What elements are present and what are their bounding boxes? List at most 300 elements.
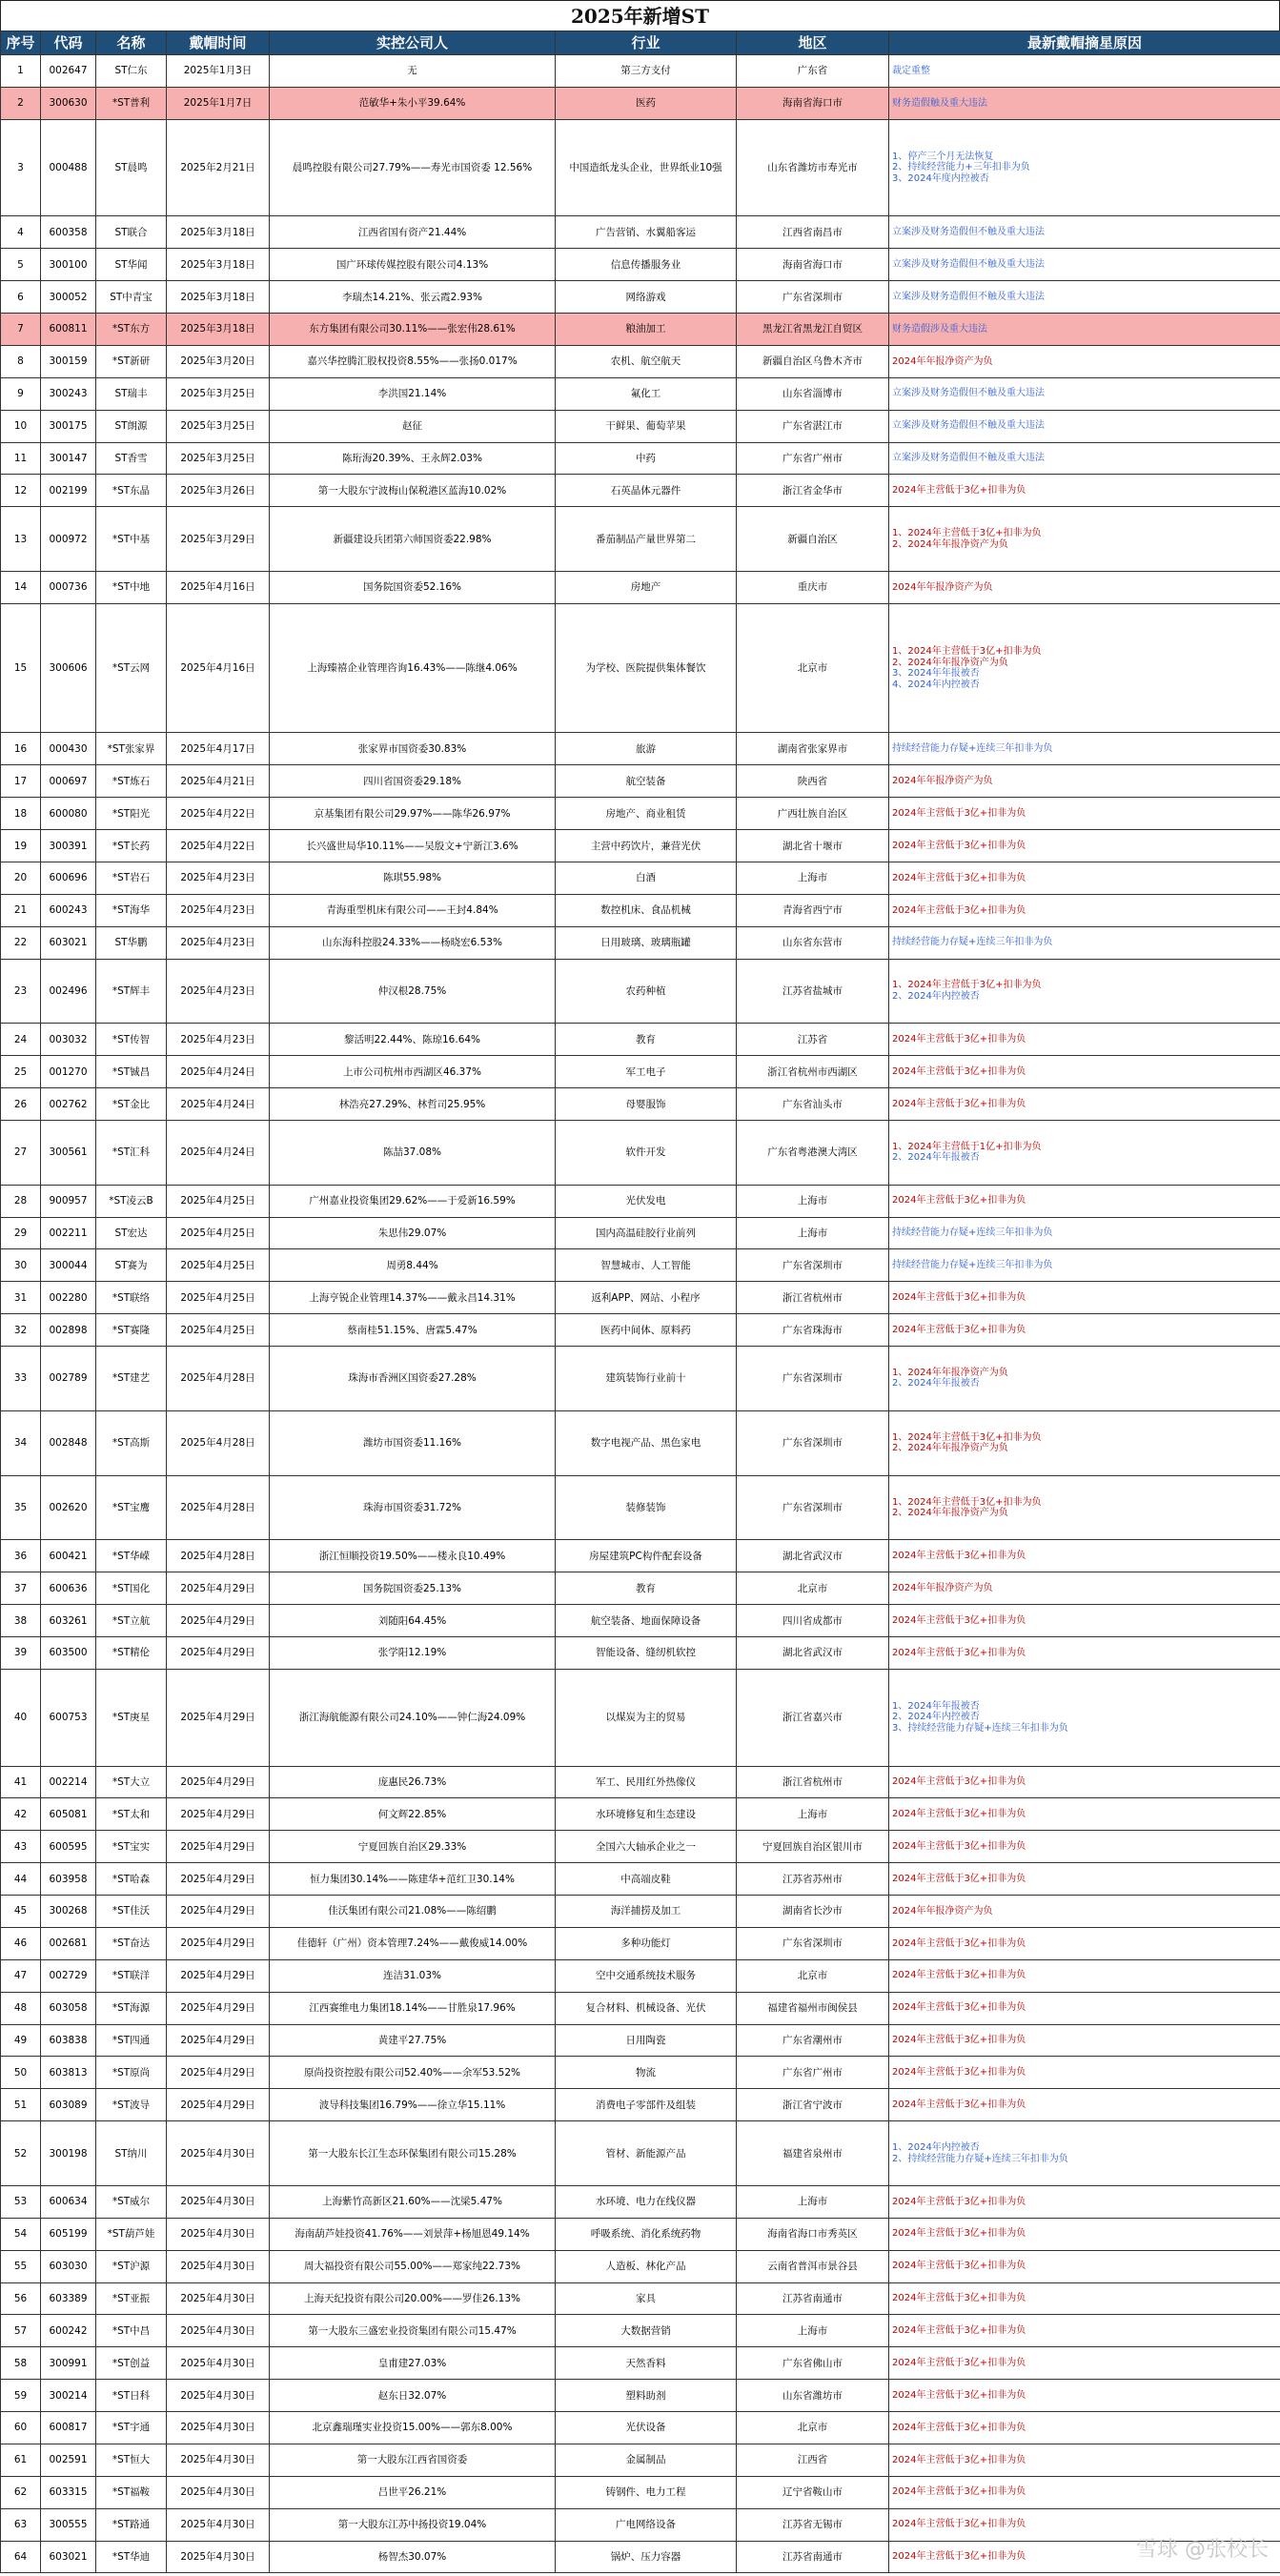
cell-date: 2025年4月29日 bbox=[167, 2089, 270, 2121]
cell-no: 1 bbox=[1, 55, 41, 88]
cell-code: 603261 bbox=[41, 1605, 96, 1637]
table-row bbox=[1, 572, 1280, 604]
cell-industry: 军工电子 bbox=[556, 1056, 737, 1088]
cell-reason bbox=[889, 2057, 1280, 2089]
cell-industry: 人造板、林化产品 bbox=[556, 2250, 737, 2282]
cell-name: *ST宝实 bbox=[96, 1831, 167, 1863]
table-row bbox=[1, 2508, 1280, 2541]
cell-controller: 晨鸣控股有限公司27.79%——寿光市国资委 12.56% bbox=[270, 119, 556, 216]
cell-code: 603089 bbox=[41, 2089, 96, 2121]
table-row bbox=[1, 1863, 1280, 1896]
cell-reason bbox=[889, 959, 1280, 1024]
cell-name: *ST原尚 bbox=[96, 2057, 167, 2089]
reason-line: 2024年主营低于3亿+扣非为负 bbox=[892, 1614, 1026, 1626]
cell-controller: 张学阳12.19% bbox=[270, 1637, 556, 1670]
cell-reason bbox=[889, 1410, 1280, 1475]
cell-controller: 嘉兴华控腾汇股权投资8.55%——张扬0.017% bbox=[270, 345, 556, 377]
reason-line: 2024年主营低于3亿+扣非为负 bbox=[892, 1776, 1026, 1788]
reason-line: 2、2024年内控被否 bbox=[892, 990, 980, 1002]
cell-reason bbox=[889, 2218, 1280, 2250]
cell-controller: 北京鑫瑞瑾实业投资15.00%——郭东8.00% bbox=[270, 2412, 556, 2444]
cell-no: 56 bbox=[1, 2282, 41, 2315]
cell-name: *ST传智 bbox=[96, 1024, 167, 1056]
cell-date: 2025年4月17日 bbox=[167, 733, 270, 765]
cell-region: 浙江省金华市 bbox=[737, 475, 889, 507]
table-row bbox=[1, 1282, 1280, 1314]
cell-name: ST晨鸣 bbox=[96, 119, 167, 216]
cell-name: *ST亚振 bbox=[96, 2282, 167, 2315]
cell-code: 600636 bbox=[41, 1572, 96, 1605]
cell-code: 603389 bbox=[41, 2282, 96, 2315]
reason-line: 2024年主营低于3亿+扣非为负 bbox=[892, 2519, 1026, 2530]
cell-reason bbox=[889, 1282, 1280, 1314]
cell-date: 2025年4月29日 bbox=[167, 1896, 270, 1928]
cell-controller: 张家界市国资委30.83% bbox=[270, 733, 556, 765]
cell-reason bbox=[889, 603, 1280, 733]
cell-region: 重庆市 bbox=[737, 572, 889, 604]
cell-date: 2025年4月30日 bbox=[167, 2347, 270, 2380]
cell-date: 2025年4月29日 bbox=[167, 1863, 270, 1896]
cell-no: 58 bbox=[1, 2347, 41, 2380]
cell-industry: 软件开发 bbox=[556, 1120, 737, 1185]
cell-date: 2025年4月30日 bbox=[167, 2412, 270, 2444]
cell-date: 2025年1月3日 bbox=[167, 55, 270, 88]
cell-name: ST仁东 bbox=[96, 55, 167, 88]
cell-name: *ST铖昌 bbox=[96, 1056, 167, 1088]
cell-industry: 第三方支付 bbox=[556, 55, 737, 88]
cell-region: 山东省潍坊市 bbox=[737, 2380, 889, 2412]
cell-controller: 陈珩海20.39%、王永辉2.03% bbox=[270, 442, 556, 475]
cell-no: 59 bbox=[1, 2380, 41, 2412]
cell-date: 2025年4月25日 bbox=[167, 1249, 270, 1282]
table-row bbox=[1, 1249, 1280, 1282]
cell-name: *ST路通 bbox=[96, 2508, 167, 2541]
reason-line: 2024年主营低于3亿+扣非为负 bbox=[892, 2261, 1026, 2272]
cell-no: 36 bbox=[1, 1540, 41, 1572]
cell-date: 2025年4月30日 bbox=[167, 2476, 270, 2508]
cell-no: 26 bbox=[1, 1088, 41, 1121]
cell-no: 52 bbox=[1, 2121, 41, 2186]
cell-region: 北京市 bbox=[737, 2412, 889, 2444]
reason-line: 2、持续经营能力存疑+连续三年扣非为负 bbox=[892, 2153, 1068, 2164]
reason-line: 1、2024年主营低于3亿+扣非为负 bbox=[892, 528, 1042, 539]
cell-industry: 农药种植 bbox=[556, 959, 737, 1024]
cell-industry: 中国造纸龙头企业，世界纸业10强 bbox=[556, 119, 737, 216]
cell-date: 2025年3月18日 bbox=[167, 216, 270, 249]
cell-code: 900957 bbox=[41, 1185, 96, 1217]
cell-code: 000736 bbox=[41, 572, 96, 604]
cell-code: 001270 bbox=[41, 1056, 96, 1088]
table-row bbox=[1, 1572, 1280, 1605]
cell-code: 300606 bbox=[41, 603, 96, 733]
cell-reason bbox=[889, 894, 1280, 926]
cell-name: *ST联洋 bbox=[96, 1959, 167, 1992]
cell-reason bbox=[889, 1056, 1280, 1088]
cell-region: 湖北省武汉市 bbox=[737, 1540, 889, 1572]
cell-controller: 上市公司杭州市西湖区46.37% bbox=[270, 1056, 556, 1088]
cell-date: 2025年4月30日 bbox=[167, 2282, 270, 2315]
table-row bbox=[1, 377, 1280, 410]
cell-region: 云南省普洱市景谷县 bbox=[737, 2250, 889, 2282]
cell-no: 19 bbox=[1, 830, 41, 862]
cell-reason bbox=[889, 1896, 1280, 1928]
cell-code: 600421 bbox=[41, 1540, 96, 1572]
table-row bbox=[1, 2282, 1280, 2315]
table-row bbox=[1, 2380, 1280, 2412]
cell-date: 2025年3月18日 bbox=[167, 314, 270, 346]
cell-date: 2025年4月29日 bbox=[167, 2057, 270, 2089]
cell-no: 55 bbox=[1, 2250, 41, 2282]
cell-name: ST中青宝 bbox=[96, 281, 167, 314]
cell-industry: 广电网络设备 bbox=[556, 2508, 737, 2541]
reason-line: 立案涉及财务造假但不触及重大违法 bbox=[892, 227, 1045, 238]
table-row bbox=[1, 345, 1280, 377]
cell-name: *ST太和 bbox=[96, 1798, 167, 1831]
cell-controller: 陈琪55.98% bbox=[270, 862, 556, 894]
cell-industry: 中高端皮鞋 bbox=[556, 1863, 737, 1896]
table-row bbox=[1, 2218, 1280, 2250]
cell-code: 605081 bbox=[41, 1798, 96, 1831]
cell-code: 300147 bbox=[41, 442, 96, 475]
reason-line: 1、2024年主营低于3亿+扣非为负 bbox=[892, 1431, 1042, 1443]
cell-reason bbox=[889, 733, 1280, 765]
cell-name: *ST哈森 bbox=[96, 1863, 167, 1896]
table-body bbox=[1, 55, 1280, 2573]
table-row bbox=[1, 2315, 1280, 2347]
cell-controller: 海南葫芦娃投资41.76%——刘景萍+杨旭恩49.14% bbox=[270, 2218, 556, 2250]
cell-date: 2025年2月21日 bbox=[167, 119, 270, 216]
cell-controller: 潍坊市国资委11.16% bbox=[270, 1410, 556, 1475]
cell-code: 600080 bbox=[41, 798, 96, 830]
cell-name: ST赛为 bbox=[96, 1249, 167, 1282]
cell-region: 江苏省苏州市 bbox=[737, 1863, 889, 1896]
cell-controller: 原尚投资控股有限公司52.40%——余军53.52% bbox=[270, 2057, 556, 2089]
cell-controller: 珠海市香洲区国资委27.28% bbox=[270, 1347, 556, 1411]
cell-name: *ST金比 bbox=[96, 1088, 167, 1121]
cell-controller: 周勇8.44% bbox=[270, 1249, 556, 1282]
cell-reason bbox=[889, 216, 1280, 249]
reason-line: 1、2024年主营低于3亿+扣非为负 bbox=[892, 980, 1042, 991]
table-row bbox=[1, 1217, 1280, 1249]
cell-no: 33 bbox=[1, 1347, 41, 1411]
col-header-no: 序号 bbox=[1, 31, 41, 55]
cell-industry: 中药 bbox=[556, 442, 737, 475]
table-row bbox=[1, 119, 1280, 216]
cell-industry: 为学校、医院提供集体餐饮 bbox=[556, 603, 737, 733]
cell-code: 002199 bbox=[41, 475, 96, 507]
table-row bbox=[1, 507, 1280, 572]
cell-reason bbox=[889, 1347, 1280, 1411]
cell-industry: 复合材料、机械设备、光伏 bbox=[556, 1992, 737, 2024]
cell-code: 603958 bbox=[41, 1863, 96, 1896]
table-row bbox=[1, 2444, 1280, 2476]
table-row bbox=[1, 2121, 1280, 2186]
cell-industry: 智慧城市、人工智能 bbox=[556, 1249, 737, 1282]
cell-reason bbox=[889, 249, 1280, 281]
cell-no: 23 bbox=[1, 959, 41, 1024]
cell-region: 浙江省嘉兴市 bbox=[737, 1669, 889, 1766]
cell-industry: 氟化工 bbox=[556, 377, 737, 410]
cell-reason bbox=[889, 1185, 1280, 1217]
cell-date: 2025年4月21日 bbox=[167, 765, 270, 798]
cell-controller: 黄建平27.75% bbox=[270, 2024, 556, 2057]
cell-reason bbox=[889, 2282, 1280, 2315]
cell-reason bbox=[889, 281, 1280, 314]
cell-region: 宁夏回族自治区银川市 bbox=[737, 1831, 889, 1863]
cell-date: 2025年4月29日 bbox=[167, 1992, 270, 2024]
col-header-controller: 实控公司人 bbox=[270, 31, 556, 55]
cell-no: 62 bbox=[1, 2476, 41, 2508]
cell-reason bbox=[889, 2347, 1280, 2380]
cell-name: *ST奋达 bbox=[96, 1927, 167, 1959]
reason-line: 1、停产三个月无法恢复 bbox=[892, 151, 994, 162]
cell-code: 002789 bbox=[41, 1347, 96, 1411]
reason-line: 立案涉及财务造假但不触及重大违法 bbox=[892, 420, 1045, 432]
cell-controller: 珠海市国资委31.72% bbox=[270, 1475, 556, 1540]
cell-reason bbox=[889, 1088, 1280, 1121]
reason-line: 2、持续经营能力+三年扣非为负 bbox=[892, 162, 1030, 173]
cell-name: *ST葫芦娃 bbox=[96, 2218, 167, 2250]
cell-controller: 刘随阳64.45% bbox=[270, 1605, 556, 1637]
cell-region: 江苏省无锡市 bbox=[737, 2508, 889, 2541]
col-header-code: 代码 bbox=[41, 31, 96, 55]
cell-date: 2025年4月30日 bbox=[167, 2121, 270, 2186]
cell-date: 2025年4月28日 bbox=[167, 1475, 270, 1540]
cell-controller: 皇甫建27.03% bbox=[270, 2347, 556, 2380]
cell-industry: 航空装备、地面保障设备 bbox=[556, 1605, 737, 1637]
reason-line: 2024年主营低于3亿+扣非为负 bbox=[892, 2389, 1026, 2401]
reason-line: 2024年年报净资产为负 bbox=[892, 581, 993, 593]
reason-line: 2024年主营低于3亿+扣非为负 bbox=[892, 1065, 1026, 1077]
cell-controller: 李洪国21.14% bbox=[270, 377, 556, 410]
cell-industry: 日用陶瓷 bbox=[556, 2024, 737, 2057]
cell-date: 2025年4月30日 bbox=[167, 2218, 270, 2250]
table-row bbox=[1, 410, 1280, 442]
cell-code: 603058 bbox=[41, 1992, 96, 2024]
cell-date: 2025年4月22日 bbox=[167, 798, 270, 830]
cell-name: ST华闻 bbox=[96, 249, 167, 281]
cell-region: 广东省佛山市 bbox=[737, 2347, 889, 2380]
cell-date: 2025年3月20日 bbox=[167, 345, 270, 377]
cell-date: 2025年4月23日 bbox=[167, 1024, 270, 1056]
table-row bbox=[1, 1831, 1280, 1863]
cell-name: *ST凌云B bbox=[96, 1185, 167, 1217]
cell-reason bbox=[889, 1927, 1280, 1959]
header-row bbox=[1, 31, 1280, 55]
cell-region: 湖南省张家界市 bbox=[737, 733, 889, 765]
cell-controller: 杨智杰30.07% bbox=[270, 2541, 556, 2573]
reason-line: 持续经营能力存疑+连续三年扣非为负 bbox=[892, 1227, 1053, 1239]
cell-no: 7 bbox=[1, 314, 41, 346]
cell-reason bbox=[889, 1024, 1280, 1056]
cell-name: *ST国化 bbox=[96, 1572, 167, 1605]
cell-region: 广东省汕头市 bbox=[737, 1088, 889, 1121]
cell-industry: 数控机床、食品机械 bbox=[556, 894, 737, 926]
cell-code: 002214 bbox=[41, 1766, 96, 1798]
cell-industry: 主营中药饮片，兼营光伏 bbox=[556, 830, 737, 862]
cell-controller: 恒力集团30.14%——陈建华+范红卫30.14% bbox=[270, 1863, 556, 1896]
cell-name: *ST联络 bbox=[96, 1282, 167, 1314]
cell-controller: 上海亨锐企业管理14.37%——戴永昌14.31% bbox=[270, 1282, 556, 1314]
cell-date: 2025年4月30日 bbox=[167, 2508, 270, 2541]
reason-line: 2024年主营低于3亿+扣非为负 bbox=[892, 840, 1026, 851]
cell-region: 上海市 bbox=[737, 1217, 889, 1249]
cell-no: 10 bbox=[1, 410, 41, 442]
cell-industry: 母婴服饰 bbox=[556, 1088, 737, 1121]
cell-code: 002762 bbox=[41, 1088, 96, 1121]
reason-line: 立案涉及财务造假但不触及重大违法 bbox=[892, 258, 1045, 270]
cell-controller: 佳德轩（广州）资本管理7.24%——戴俊威14.00% bbox=[270, 1927, 556, 1959]
cell-no: 27 bbox=[1, 1120, 41, 1185]
cell-no: 43 bbox=[1, 1831, 41, 1863]
table-row bbox=[1, 1637, 1280, 1670]
cell-name: ST宏达 bbox=[96, 1217, 167, 1249]
table-row bbox=[1, 2250, 1280, 2282]
cell-name: *ST张家界 bbox=[96, 733, 167, 765]
cell-name: *ST华迪 bbox=[96, 2541, 167, 2573]
cell-industry: 房地产、商业租赁 bbox=[556, 798, 737, 830]
cell-region: 江西省 bbox=[737, 2444, 889, 2476]
cell-no: 40 bbox=[1, 1669, 41, 1766]
cell-code: 300555 bbox=[41, 2508, 96, 2541]
cell-region: 广东省广州市 bbox=[737, 2057, 889, 2089]
cell-region: 广西壮族自治区 bbox=[737, 798, 889, 830]
cell-region: 湖南省长沙市 bbox=[737, 1896, 889, 1928]
cell-reason bbox=[889, 2250, 1280, 2282]
cell-reason bbox=[889, 830, 1280, 862]
cell-no: 31 bbox=[1, 1282, 41, 1314]
cell-code: 603315 bbox=[41, 2476, 96, 2508]
reason-line: 2024年主营低于3亿+扣非为负 bbox=[892, 1034, 1026, 1045]
cell-code: 600242 bbox=[41, 2315, 96, 2347]
table-row bbox=[1, 2024, 1280, 2057]
cell-controller: 广州嘉业投资集团29.62%——于爱新16.59% bbox=[270, 1185, 556, 1217]
cell-industry: 大数据营销 bbox=[556, 2315, 737, 2347]
reason-line: 2024年主营低于3亿+扣非为负 bbox=[892, 1098, 1026, 1109]
reason-line: 2024年主营低于3亿+扣非为负 bbox=[892, 485, 1026, 497]
cell-no: 35 bbox=[1, 1475, 41, 1540]
cell-reason bbox=[889, 862, 1280, 894]
cell-no: 29 bbox=[1, 1217, 41, 1249]
cell-name: *ST佳沃 bbox=[96, 1896, 167, 1928]
cell-date: 2025年4月24日 bbox=[167, 1056, 270, 1088]
cell-controller: 陈喆37.08% bbox=[270, 1120, 556, 1185]
cell-code: 300268 bbox=[41, 1896, 96, 1928]
cell-reason bbox=[889, 345, 1280, 377]
cell-name: *ST云网 bbox=[96, 603, 167, 733]
reason-line: 立案涉及财务造假但不触及重大违法 bbox=[892, 453, 1045, 464]
cell-industry: 建筑装饰行业前十 bbox=[556, 1347, 737, 1411]
cell-date: 2025年4月30日 bbox=[167, 2541, 270, 2573]
cell-reason bbox=[889, 2412, 1280, 2444]
cell-region: 江西省南昌市 bbox=[737, 216, 889, 249]
cell-date: 2025年3月25日 bbox=[167, 410, 270, 442]
table-row bbox=[1, 1314, 1280, 1347]
cell-date: 2025年4月30日 bbox=[167, 2185, 270, 2218]
cell-code: 600358 bbox=[41, 216, 96, 249]
cell-no: 63 bbox=[1, 2508, 41, 2541]
cell-reason bbox=[889, 1217, 1280, 1249]
cell-region: 山东省淄博市 bbox=[737, 377, 889, 410]
cell-code: 002647 bbox=[41, 55, 96, 88]
reason-line: 2、2024年年报净资产为负 bbox=[892, 657, 1008, 668]
cell-code: 600753 bbox=[41, 1669, 96, 1766]
cell-controller: 宁夏回族自治区29.33% bbox=[270, 1831, 556, 1863]
cell-no: 49 bbox=[1, 2024, 41, 2057]
cell-code: 003032 bbox=[41, 1024, 96, 1056]
cell-name: *ST中基 bbox=[96, 507, 167, 572]
cell-name: *ST新研 bbox=[96, 345, 167, 377]
cell-name: *ST沪源 bbox=[96, 2250, 167, 2282]
cell-reason bbox=[889, 410, 1280, 442]
cell-reason bbox=[889, 507, 1280, 572]
cell-industry: 房屋建筑PC构件配套设备 bbox=[556, 1540, 737, 1572]
cell-code: 300100 bbox=[41, 249, 96, 281]
cell-name: ST瑞丰 bbox=[96, 377, 167, 410]
reason-line: 裁定重整 bbox=[892, 65, 930, 76]
table-row bbox=[1, 442, 1280, 475]
cell-code: 600696 bbox=[41, 862, 96, 894]
cell-industry: 医药中间体、原料药 bbox=[556, 1314, 737, 1347]
cell-code: 300214 bbox=[41, 2380, 96, 2412]
cell-no: 34 bbox=[1, 1410, 41, 1475]
cell-industry: 锅炉、压力容器 bbox=[556, 2541, 737, 2573]
reason-line: 财务造假涉及重大违法 bbox=[892, 323, 987, 335]
cell-date: 2025年4月23日 bbox=[167, 926, 270, 959]
cell-industry: 房地产 bbox=[556, 572, 737, 604]
cell-controller: 李瑞杰14.21%、张云霞2.93% bbox=[270, 281, 556, 314]
cell-code: 300630 bbox=[41, 87, 96, 119]
cell-controller: 国务院国资委52.16% bbox=[270, 572, 556, 604]
cell-region: 福建省泉州市 bbox=[737, 2121, 889, 2186]
table-row bbox=[1, 2347, 1280, 2380]
cell-date: 2025年4月30日 bbox=[167, 2444, 270, 2476]
cell-industry: 管材、新能源产品 bbox=[556, 2121, 737, 2186]
cell-date: 2025年4月25日 bbox=[167, 1282, 270, 1314]
cell-reason bbox=[889, 475, 1280, 507]
reason-line: 持续经营能力存疑+连续三年扣非为负 bbox=[892, 937, 1053, 948]
cell-date: 2025年3月29日 bbox=[167, 507, 270, 572]
cell-region: 新疆自治区 bbox=[737, 507, 889, 572]
table-row bbox=[1, 1798, 1280, 1831]
cell-industry: 水环境、电力在线仪器 bbox=[556, 2185, 737, 2218]
table-row bbox=[1, 959, 1280, 1024]
cell-no: 16 bbox=[1, 733, 41, 765]
cell-reason bbox=[889, 1314, 1280, 1347]
cell-reason bbox=[889, 1637, 1280, 1670]
cell-name: *ST宇通 bbox=[96, 2412, 167, 2444]
cell-code: 300052 bbox=[41, 281, 96, 314]
cell-no: 3 bbox=[1, 119, 41, 216]
cell-reason bbox=[889, 1669, 1280, 1766]
reason-line: 2024年主营低于3亿+扣非为负 bbox=[892, 872, 1026, 883]
cell-controller: 上海天纪投资有限公司20.00%——罗佳26.13% bbox=[270, 2282, 556, 2315]
cell-no: 57 bbox=[1, 2315, 41, 2347]
cell-reason bbox=[889, 377, 1280, 410]
reason-line: 2024年主营低于3亿+扣非为负 bbox=[892, 1970, 1026, 1981]
cell-region: 广东省深圳市 bbox=[737, 1475, 889, 1540]
cell-controller: 长兴盛世局华10.11%——吴殷文+宁新江3.6% bbox=[270, 830, 556, 862]
cell-industry: 军工、民用红外热像仪 bbox=[556, 1766, 737, 1798]
cell-code: 300198 bbox=[41, 2121, 96, 2186]
reason-line: 2024年主营低于3亿+扣非为负 bbox=[892, 2551, 1026, 2563]
cell-no: 25 bbox=[1, 1056, 41, 1088]
cell-no: 41 bbox=[1, 1766, 41, 1798]
reason-line: 立案涉及财务造假但不触及重大违法 bbox=[892, 291, 1045, 302]
cell-no: 39 bbox=[1, 1637, 41, 1670]
cell-name: *ST日科 bbox=[96, 2380, 167, 2412]
cell-industry: 金属制品 bbox=[556, 2444, 737, 2476]
